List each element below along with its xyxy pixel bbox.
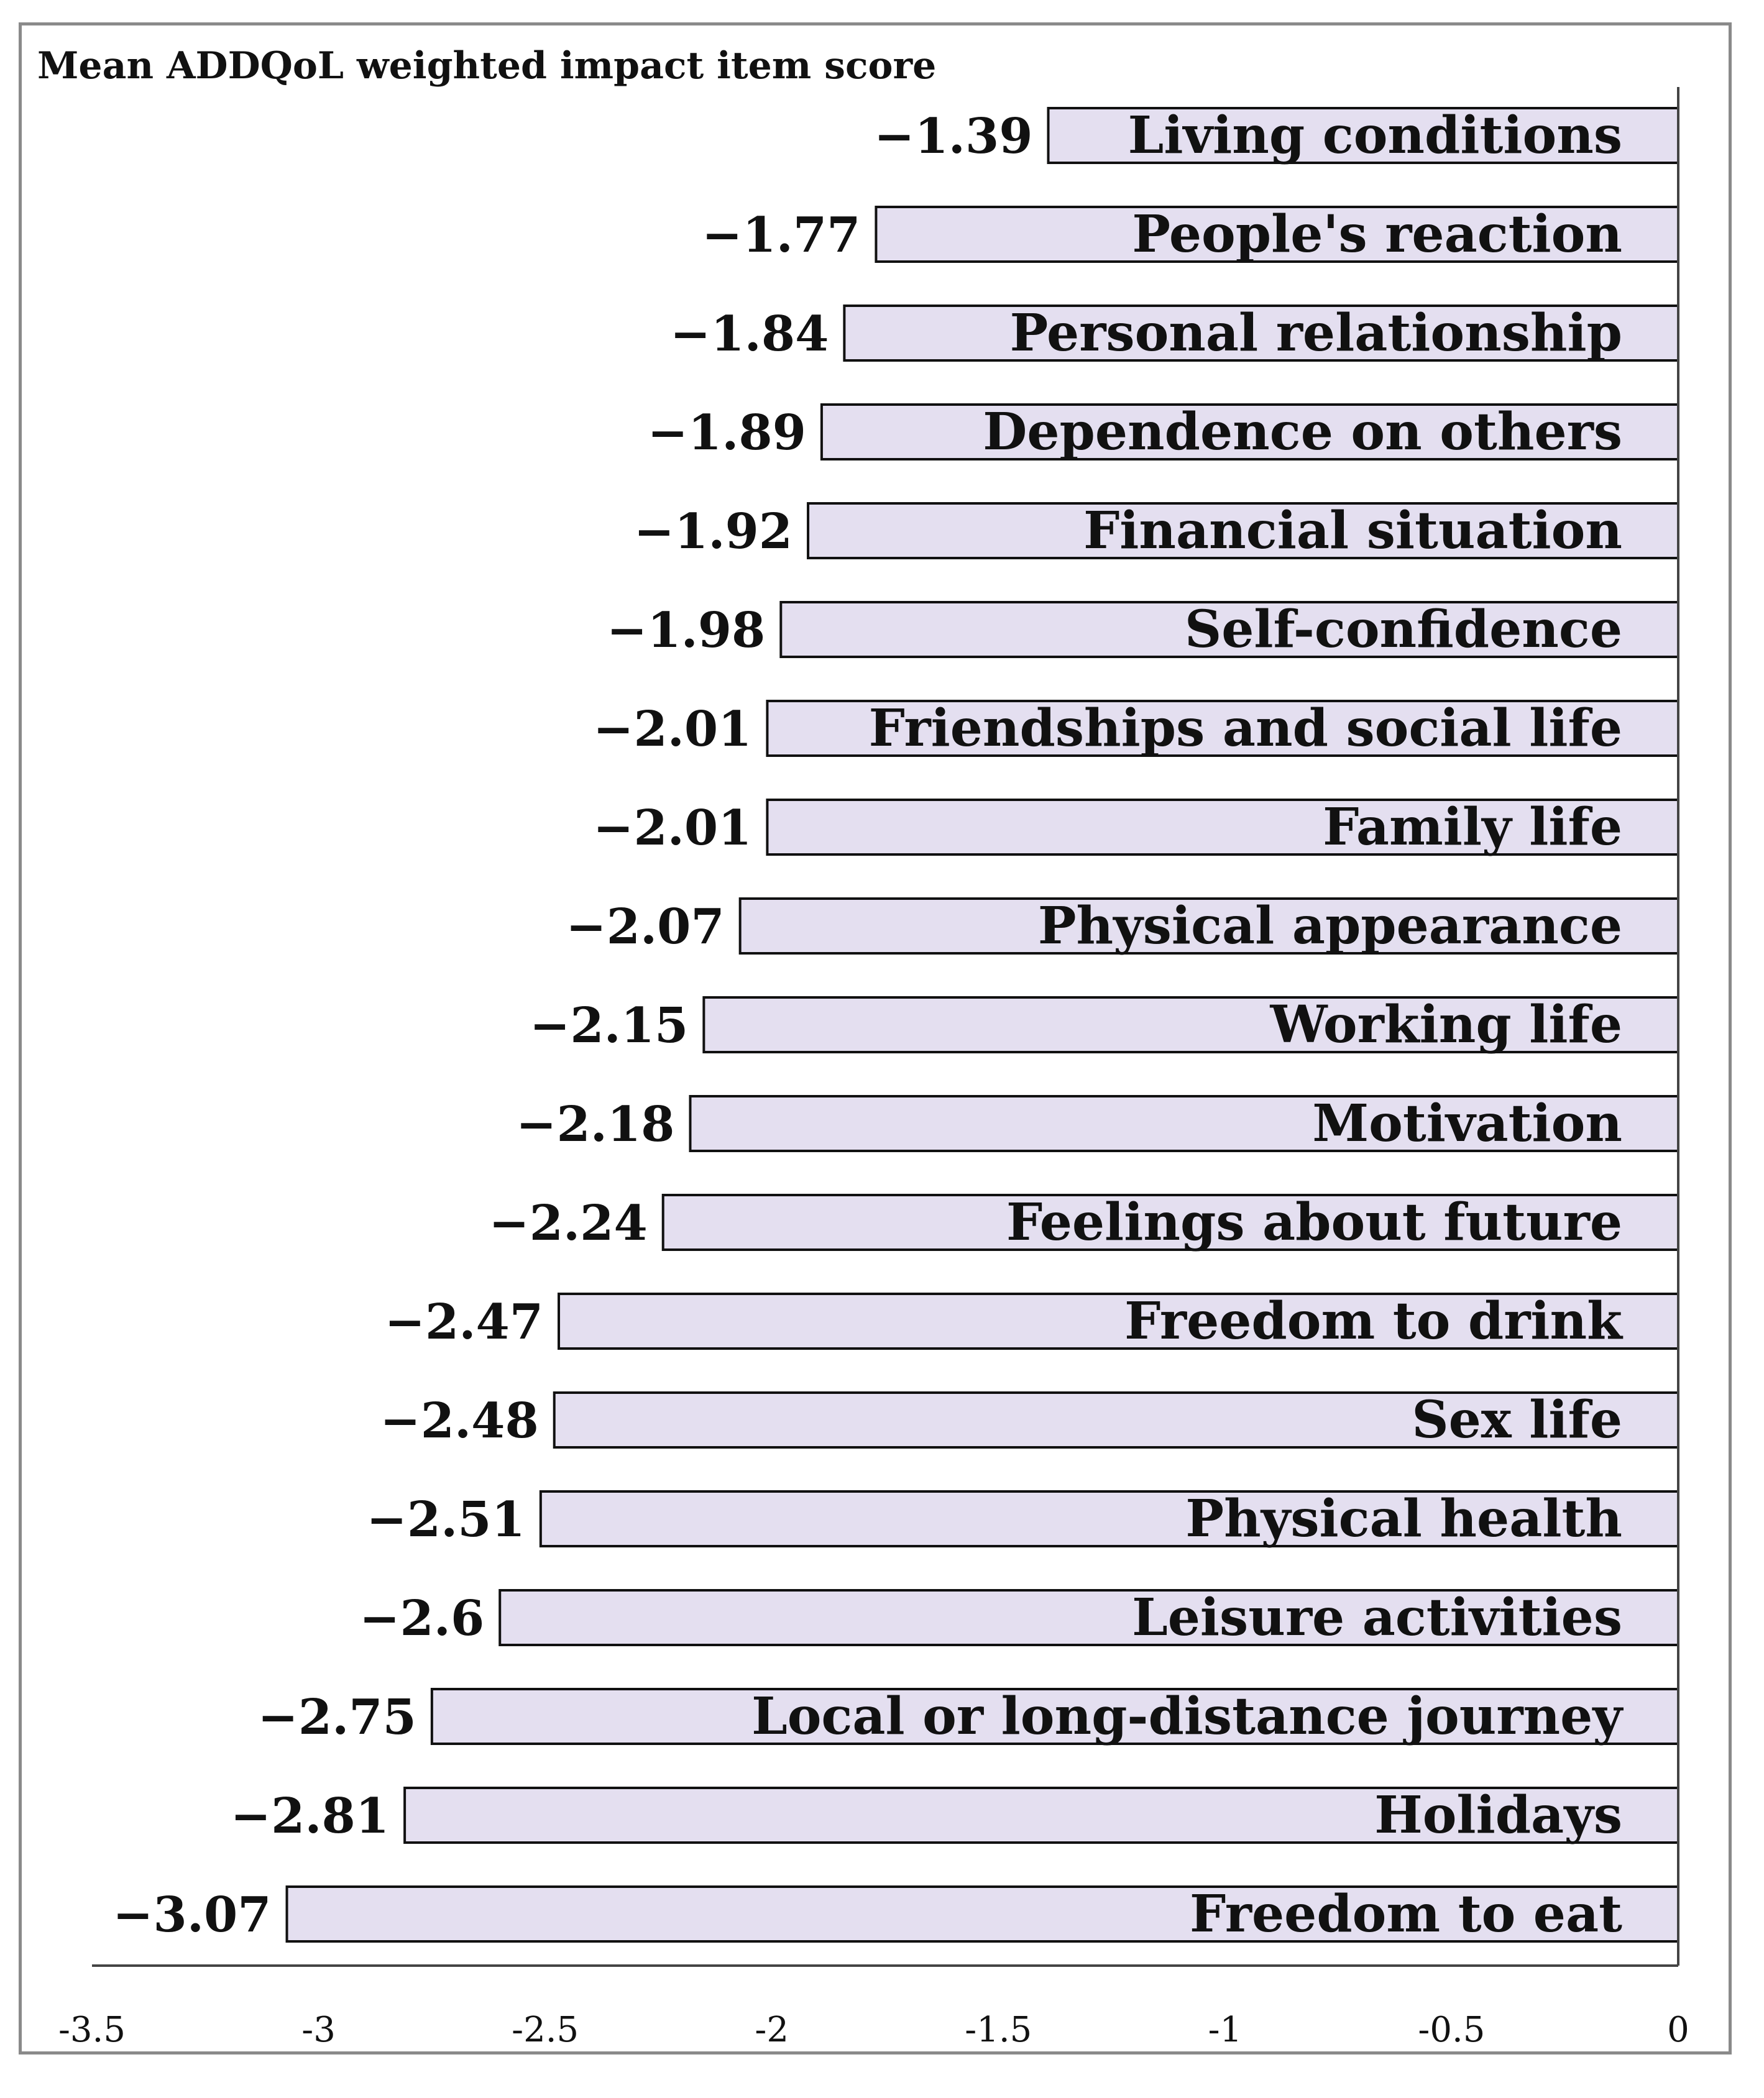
bar-value-label: −2.24 xyxy=(489,1195,648,1252)
bar-value-label: −2.47 xyxy=(384,1294,544,1350)
bar-category-label: Personal relationship xyxy=(1009,303,1622,363)
bar-value-label: −2.15 xyxy=(530,997,689,1054)
axes-group xyxy=(58,87,1689,2050)
bar-value-label: −3.07 xyxy=(113,1887,272,1943)
bar-category-label: Family life xyxy=(1323,797,1622,857)
bar-category-label: Dependence on others xyxy=(983,402,1622,462)
bar-value-label: −1.98 xyxy=(606,602,766,659)
x-tick-label: -3.5 xyxy=(58,2010,126,2050)
bar-value-label: −1.89 xyxy=(647,405,806,461)
bar-category-label: People's reaction xyxy=(1132,204,1622,264)
bar-category-label: Freedom to eat xyxy=(1190,1884,1622,1944)
x-tick-label: -1 xyxy=(1208,2010,1243,2050)
chart-title: Mean ADDQoL weighted impact item score xyxy=(37,44,937,88)
bar-category-label: Physical appearance xyxy=(1037,896,1622,956)
bar-value-label: −1.92 xyxy=(633,503,793,560)
bar-category-label: Living conditions xyxy=(1128,106,1622,165)
bar-value-label: −1.77 xyxy=(702,207,861,263)
x-tick-label: -1.5 xyxy=(965,2010,1032,2050)
bar-value-label: −2.51 xyxy=(366,1491,525,1548)
x-tick-label: -3 xyxy=(301,2010,336,2050)
bar-category-label: Motivation xyxy=(1312,1094,1622,1153)
bar-category-label: Freedom to drink xyxy=(1124,1291,1622,1351)
bar-category-label: Self-confidence xyxy=(1184,600,1622,659)
bar-category-label: Holidays xyxy=(1374,1785,1622,1845)
bar-category-label: Working life xyxy=(1270,995,1622,1055)
bar-category-label: Financial situation xyxy=(1083,501,1622,561)
bar-value-label: −2.07 xyxy=(566,899,725,955)
bar-category-label: Local or long-distance journey xyxy=(751,1687,1622,1746)
bar-value-label: −2.18 xyxy=(516,1096,675,1153)
bar-value-label: −2.75 xyxy=(257,1689,416,1746)
bar-category-label: Friendships and social life xyxy=(868,699,1622,758)
bar-value-label: −2.81 xyxy=(230,1788,390,1844)
bar-value-label: −1.84 xyxy=(670,306,829,362)
bar-category-label: Leisure activities xyxy=(1132,1588,1622,1647)
x-tick-label: -0.5 xyxy=(1418,2010,1486,2050)
x-tick-label: 0 xyxy=(1667,2010,1689,2050)
bar-value-label: −2.01 xyxy=(593,800,752,856)
x-tick-label: -2.5 xyxy=(512,2010,579,2050)
bar-category-label: Physical health xyxy=(1185,1489,1622,1549)
bar-value-label: −2.48 xyxy=(380,1393,539,1449)
bar-value-label: −2.01 xyxy=(593,701,752,758)
x-tick-label: -2 xyxy=(755,2010,789,2050)
bar-value-label: −2.6 xyxy=(359,1590,485,1647)
bar-category-label: Sex life xyxy=(1412,1390,1622,1450)
bars-group xyxy=(113,106,1678,1944)
bar-value-label: −1.39 xyxy=(874,108,1033,165)
bar-category-label: Feelings about future xyxy=(1006,1193,1622,1252)
